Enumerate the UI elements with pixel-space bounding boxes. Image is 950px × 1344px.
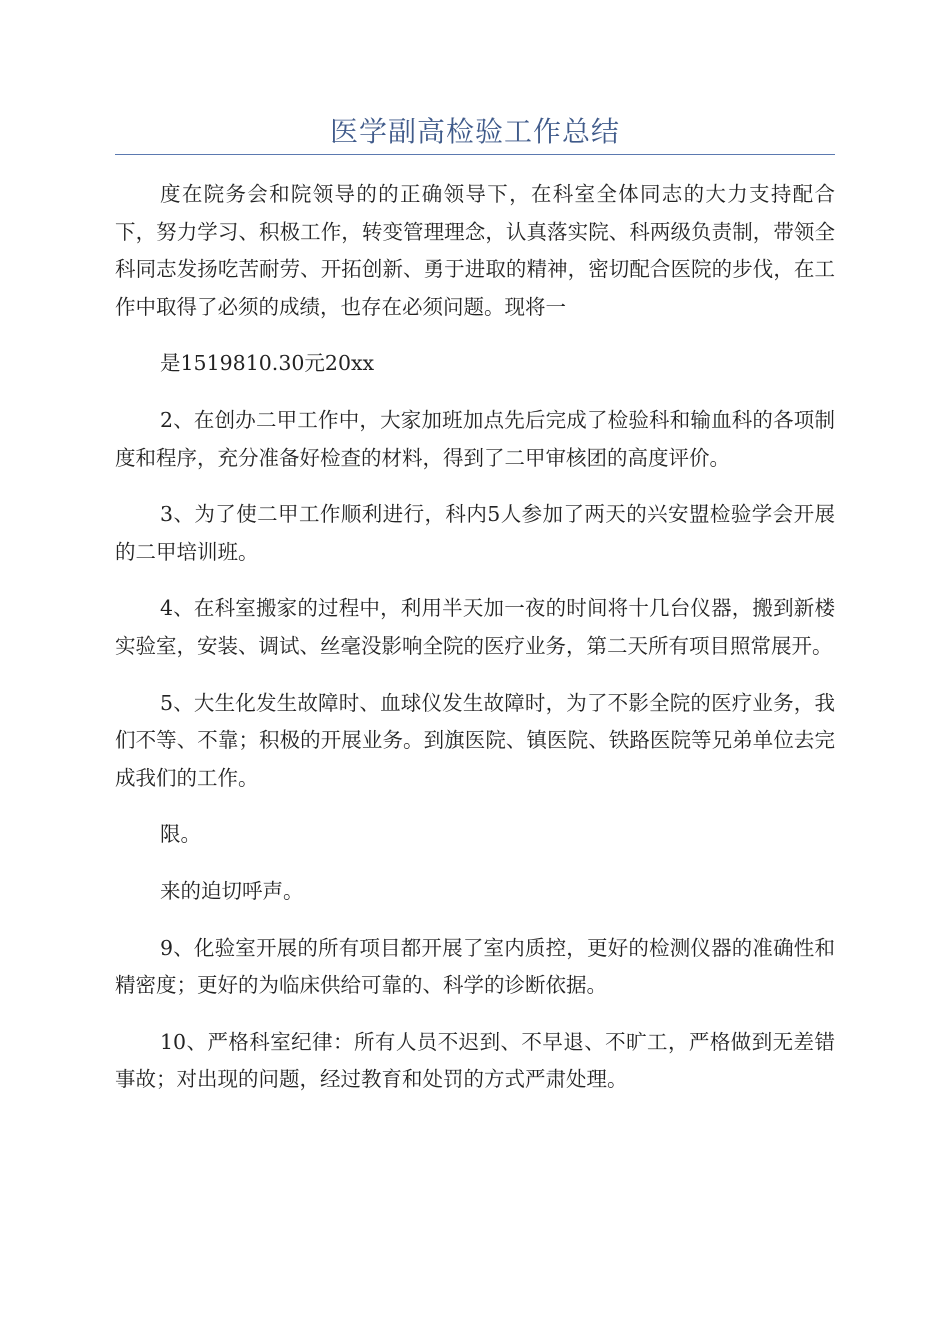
paragraph-item-3: 3、为了使二甲工作顺利进行，科内5人参加了两天的兴安盟检验学会开展的二甲培训班。 (115, 502, 835, 564)
paragraph-fragment-limit: 限。 (160, 822, 201, 847)
paragraph-amount: 是1519810.30元20xx (160, 351, 375, 376)
paragraph-item-9: 9、化验室开展的所有项目都开展了室内质控，更好的检测仪器的准确性和精密度；更好的为临床供给可靠的、科学的诊断依据。 (115, 935, 835, 998)
document-body (115, 176, 835, 1118)
paragraph-intro: 度在院务会和院领导的的正确领导下，在科室全体同志的大力支持配合下，努力学习、积极工作，转变管理理念，认真落实院、科两级负责制，带领全科同志发扬吃苦耐劳、开拓创新、勇于进取的精神，密切配合医院的步伐，在工作中取得了必须的成绩，也存在必须问题。现将一 (115, 182, 835, 319)
paragraph-item-4: 4、在科室搬家的过程中，利用半天加一夜的时间将十几台仪器，搬到新楼实验室，安装、调试、丝毫没影响全院的医疗业务，第二天所有项目照常展开。 (115, 596, 835, 658)
paragraph-item-5: 5、大生化发生故障时、血球仪发生故障时，为了不影全院的医疗业务，我们不等、不靠；积极的开展业务。到旗医院、镇医院、铁路医院等兄弟单位去完成我们的工作。 (115, 690, 835, 790)
paragraph-item-2: 2、在创办二甲工作中，大家加班加点先后完成了检验科和输血科的各项制度和程序，充分准备好检查的材料，得到了二甲审核团的高度评价。 (115, 407, 835, 470)
document-title: 医学副高检验工作总结 (329, 115, 620, 148)
paragraph-item-10: 10、严格科室纪律：所有人员不迟到、不早退、不旷工，严格做到无差错事故；对出现的问题，经过教育和处罚的方式严肃处理。 (115, 1029, 835, 1092)
paragraph-fragment-call: 来的迫切呼声。 (160, 878, 304, 903)
title-underline (115, 154, 835, 155)
